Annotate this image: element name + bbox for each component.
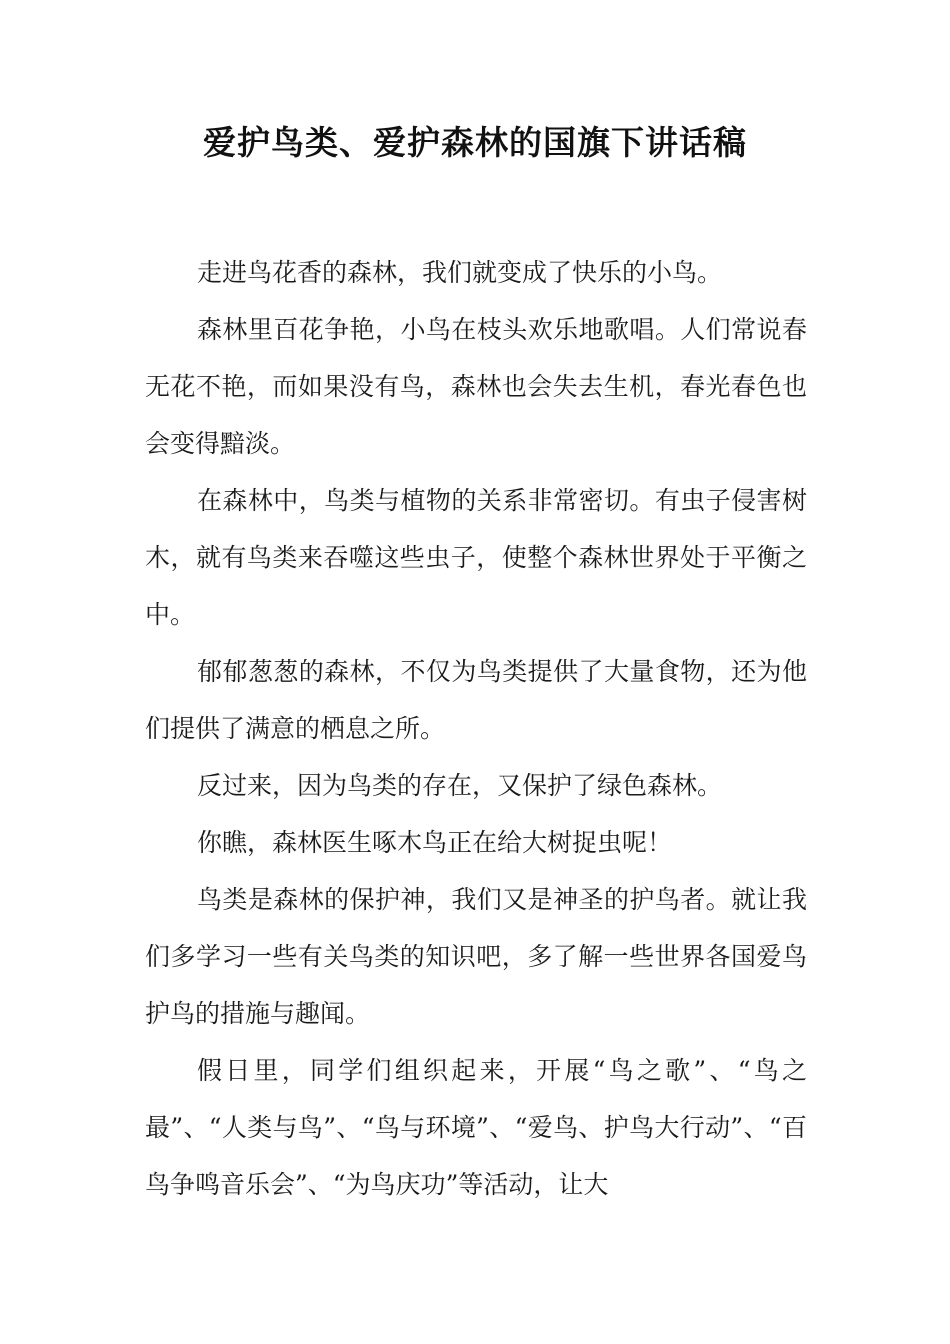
paragraph: 假日里，同学们组织起来，开展“鸟之歌”、“鸟之最”、“人类与鸟”、“鸟与环境”、“爱鸟、护鸟大行动”、“百鸟争鸣音乐会”、“为鸟庆功”等活动，让大	[145, 1056, 807, 1199]
document-body	[145, 244, 807, 1213]
paragraph: 反过来，因为鸟类的存在，又保护了绿色森林。	[197, 771, 723, 800]
paragraph: 你瞧，森林医生啄木鸟正在给大树捉虫呢！	[197, 828, 673, 857]
paragraph: 郁郁葱葱的森林，不仅为鸟类提供了大量食物，还为他们提供了满意的栖息之所。	[145, 657, 807, 743]
document-title: 爱护鸟类、爱护森林的国旗下讲话稿	[203, 123, 747, 162]
paragraph: 鸟类是森林的保护神，我们又是神圣的护鸟者。就让我们多学习一些有关鸟类的知识吧，多了解一些世界各国爱鸟护鸟的措施与趣闻。	[145, 885, 807, 1028]
paragraph: 森林里百花争艳，小鸟在枝头欢乐地歌唱。人们常说春无花不艳，而如果没有鸟，森林也会失去生机，春光春色也会变得黯淡。	[145, 315, 807, 458]
paragraph: 走进鸟花香的森林，我们就变成了快乐的小鸟。	[197, 258, 723, 287]
paragraph: 在森林中，鸟类与植物的关系非常密切。有虫子侵害树木，就有鸟类来吞噬这些虫子，使整个森林世界处于平衡之中。	[145, 486, 807, 629]
